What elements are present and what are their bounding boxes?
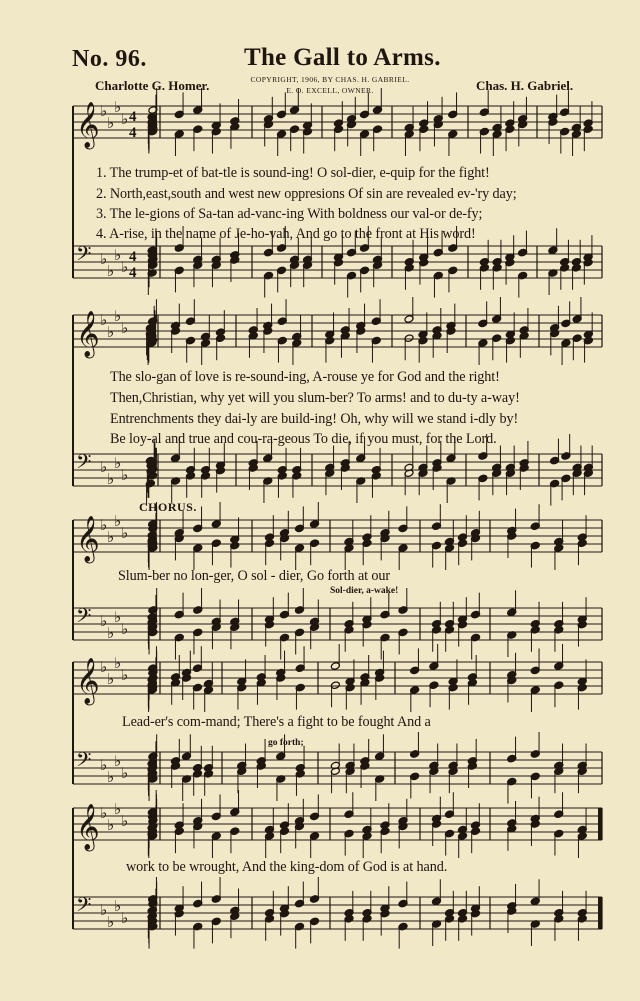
flat-sign-icon: ♭ bbox=[100, 458, 108, 476]
flat-sign-icon: ♭ bbox=[121, 909, 129, 927]
bass-clef-icon: 𝄢 bbox=[76, 242, 92, 270]
flat-sign-icon: ♭ bbox=[107, 670, 115, 688]
flat-sign-icon: ♭ bbox=[121, 319, 129, 337]
lyricist-credit: Charlotte G. Homer. bbox=[95, 78, 210, 93]
verse-1-line-2: The slo-gan of love is re-sound-ing, A-rouse ye for God and the right! bbox=[110, 369, 500, 385]
flat-sign-icon: ♭ bbox=[114, 246, 122, 264]
flat-sign-icon: ♭ bbox=[107, 323, 115, 341]
flat-sign-icon: ♭ bbox=[121, 258, 129, 276]
flat-sign-icon: ♭ bbox=[107, 262, 115, 280]
flat-sign-icon: ♭ bbox=[114, 454, 122, 472]
flat-sign-icon: ♭ bbox=[121, 620, 129, 638]
treble-clef-icon: 𝄞 bbox=[76, 804, 100, 850]
flat-sign-icon: ♭ bbox=[114, 800, 122, 818]
bass-clef-icon: 𝄢 bbox=[76, 450, 92, 478]
flat-sign-icon: ♭ bbox=[114, 752, 122, 770]
hymn-number: No. 96. bbox=[72, 46, 147, 72]
flat-sign-icon: ♭ bbox=[107, 913, 115, 931]
treble-clef-icon: 𝄞 bbox=[76, 311, 100, 357]
flat-sign-icon: ♭ bbox=[107, 624, 115, 642]
flat-sign-icon: ♭ bbox=[114, 307, 122, 325]
flat-sign-icon: ♭ bbox=[100, 102, 108, 120]
flat-sign-icon: ♭ bbox=[107, 528, 115, 546]
chorus-line-1: Slum-ber no lon-ger, O sol - dier, Go forth at our bbox=[118, 568, 391, 584]
flat-sign-icon: ♭ bbox=[121, 812, 129, 830]
time-signature-bottom: 4 bbox=[129, 125, 137, 141]
flat-sign-icon: ♭ bbox=[100, 250, 108, 268]
flat-sign-icon: ♭ bbox=[107, 816, 115, 834]
flat-sign-icon: ♭ bbox=[121, 764, 129, 782]
time-signature-top: 4 bbox=[129, 249, 137, 265]
flat-sign-icon: ♭ bbox=[100, 658, 108, 676]
flat-sign-icon: ♭ bbox=[114, 608, 122, 626]
flat-sign-icon: ♭ bbox=[100, 311, 108, 329]
copyright-line: COPYRIGHT, 1906, BY CHAS. H. GABRIEL. bbox=[250, 75, 410, 84]
verse-4-line-2: Be loy-al and true and cou-ra-geous To die, if you must, for the Lord. bbox=[110, 431, 497, 447]
bass-clef-icon: 𝄢 bbox=[76, 604, 92, 632]
copyright-owner: E. O. EXCELL, OWNER. bbox=[286, 86, 374, 95]
hymn-title: The Gall to Arms. bbox=[244, 44, 441, 71]
flat-sign-icon: ♭ bbox=[100, 756, 108, 774]
verse-3-line-2: Entrenchments they dai-ly are build-ing! Oh, why will we stand i-dly by! bbox=[110, 411, 519, 427]
flat-sign-icon: ♭ bbox=[107, 768, 115, 786]
flat-sign-icon: ♭ bbox=[121, 524, 129, 542]
treble-clef-icon: 𝄞 bbox=[76, 658, 100, 704]
time-signature-bottom: 4 bbox=[129, 265, 137, 281]
verse-4-line-1: 4. A-rise, in the name of Je-ho-vah, And go to the front at His word! bbox=[96, 226, 476, 242]
treble-clef-icon: 𝄞 bbox=[76, 102, 100, 148]
flat-sign-icon: ♭ bbox=[100, 804, 108, 822]
chorus-label: CHORUS. bbox=[139, 500, 197, 514]
flat-sign-icon: ♭ bbox=[100, 612, 108, 630]
flat-sign-icon: ♭ bbox=[100, 901, 108, 919]
flat-sign-icon: ♭ bbox=[107, 114, 115, 132]
flat-sign-icon: ♭ bbox=[100, 516, 108, 534]
chorus-line-3: work to be wrought, And the king-dom of God is at hand. bbox=[126, 859, 448, 875]
flat-sign-icon: ♭ bbox=[107, 470, 115, 488]
chorus-echo-1: Sol-dier, a-wake! bbox=[330, 586, 399, 596]
flat-sign-icon: ♭ bbox=[121, 466, 129, 484]
bass-clef-icon: 𝄢 bbox=[76, 893, 92, 921]
verse-2-line-1: 2. North,east,south and west new oppresions Of sin are revealed ev-'ry day; bbox=[96, 186, 517, 202]
chorus-line-2: Lead-er's com-mand; There's a fight to be fought And a bbox=[122, 714, 431, 730]
final-barline bbox=[598, 897, 602, 929]
treble-clef-icon: 𝄞 bbox=[76, 516, 100, 562]
flat-sign-icon: ♭ bbox=[121, 110, 129, 128]
flat-sign-icon: ♭ bbox=[114, 897, 122, 915]
flat-sign-icon: ♭ bbox=[114, 98, 122, 116]
flat-sign-icon: ♭ bbox=[121, 666, 129, 684]
verse-2-line-2: Then,Christian, why yet will you slum-ber? To arms! and to du-ty a-way! bbox=[110, 390, 520, 406]
time-signature-top: 4 bbox=[129, 109, 137, 125]
bass-clef-icon: 𝄢 bbox=[76, 748, 92, 776]
verse-1-line-1: 1. The trump-et of bat-tle is sound-ing! O sol-dier, e-quip for the fight! bbox=[96, 165, 490, 181]
composer-credit: Chas. H. Gabriel. bbox=[476, 78, 574, 93]
final-barline bbox=[598, 808, 602, 840]
flat-sign-icon: ♭ bbox=[114, 654, 122, 672]
chorus-echo-2: go forth; bbox=[268, 738, 304, 748]
verse-3-line-1: 3. The le-gions of Sa-tan ad-vanc-ing With boldness our val-or de-fy; bbox=[96, 206, 483, 222]
flat-sign-icon: ♭ bbox=[114, 512, 122, 530]
